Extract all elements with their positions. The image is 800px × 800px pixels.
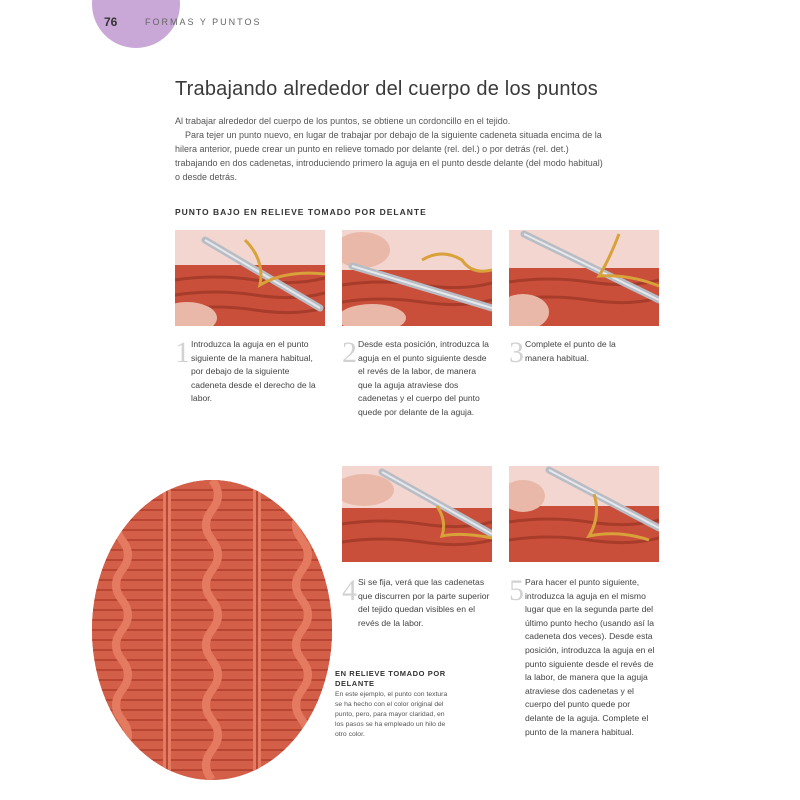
article-intro <box>175 114 605 184</box>
intro-paragraph: Para tejer un punto nuevo, en lugar de trabajar por debajo de la siguiente cadeneta situada encima de la hilera anterior, puede crear un punto en relieve tomado por delante (rel. del.) o por detrás (rel. det.) trabajando en dos cadenetas, introduciendo primero la aguja en el punto desde delante (del modo habitual) o desde detrás. <box>175 130 603 182</box>
step-text: Desde esta posición, introduzca la aguja en el punto siguiente desde el revés de la labor, de manera que la aguja atraviese dos cadenetas y el cuerpo del punto quede por delante de la aguja. <box>358 339 489 417</box>
step-text: Introduzca la aguja en el punto siguiente de la manera habitual, por debajo de la siguiente cadeneta desde el derecho de la labor. <box>191 339 316 404</box>
step-number: 3 <box>509 336 524 369</box>
step-2-photo <box>342 230 492 326</box>
step-5-photo <box>509 466 659 562</box>
crochet-photo-graphic <box>175 230 325 326</box>
swatch-caption <box>335 669 450 740</box>
caption-title: EN RELIEVE TOMADO POR DELANTE <box>335 669 446 688</box>
crochet-photo-graphic <box>509 466 659 562</box>
step-number: 1 <box>175 336 190 369</box>
intro-paragraph: Al trabajar alrededor del cuerpo de los puntos, se obtiene un cordoncillo en el tejido. <box>175 116 511 126</box>
step-text: Para hacer el punto siguiente, introduzca la aguja en el mismo lugar que en la segunda parte del último punto hecho (usando así la cadeneta dos veces). Desde esta posición, introduzca la aguja en el punto siguiente desde el revés de la labor, de manera que la aguja atraviese dos cadenetas y el cuerpo del punto quede por delante de la aguja. Complete el punto de la manera habitual. <box>525 577 655 737</box>
crochet-photo-graphic <box>342 230 492 326</box>
step-1-photo <box>175 230 325 326</box>
step-1 <box>175 338 327 406</box>
step-3 <box>509 336 635 369</box>
crochet-photo-graphic <box>342 466 492 562</box>
step-4-photo <box>342 466 492 562</box>
page-number: 76 <box>104 15 118 29</box>
caption-text: En este ejemplo, el punto con textura se ha hecho con el color original del punto, pero, para mayor claridad, en los pasos se ha empleado un hilo de otro color. <box>335 691 448 738</box>
crochet-swatch-graphic <box>92 480 332 780</box>
step-4 <box>342 576 492 630</box>
step-5 <box>509 576 659 739</box>
step-text: Complete el punto de la manera habitual. <box>525 339 616 363</box>
running-head: FORMAS Y PUNTOS <box>145 17 262 27</box>
step-text: Si se fija, verá que las cadenetas que discurren por la parte superior del tejido quedan visibles en el revés de la labor. <box>358 577 490 628</box>
section-heading: PUNTO BAJO EN RELIEVE TOMADO POR DELANTE <box>175 207 427 217</box>
step-3-photo <box>509 230 659 326</box>
step-number: 4 <box>342 574 357 607</box>
crochet-photo-graphic <box>509 230 659 326</box>
fabric-swatch-photo <box>92 480 332 780</box>
step-2 <box>342 338 492 420</box>
step-number: 2 <box>342 336 357 369</box>
step-number: 5 <box>509 574 524 607</box>
article-title: Trabajando alrededor del cuerpo de los puntos <box>175 78 598 100</box>
